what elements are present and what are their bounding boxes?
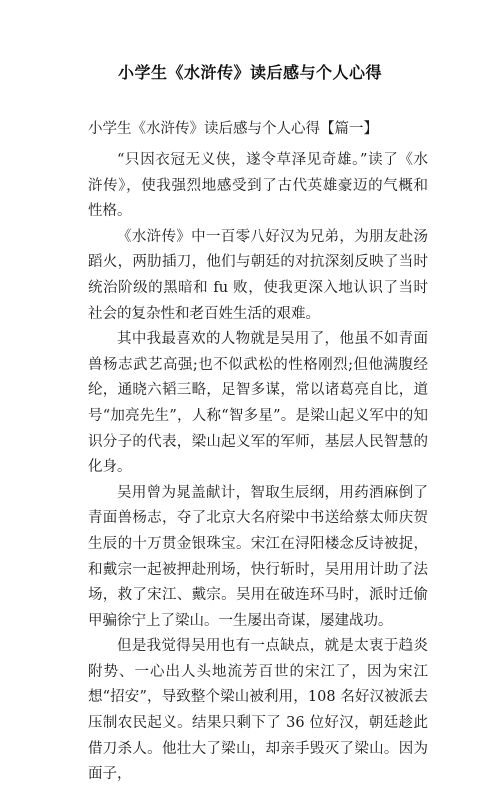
document-title: 小学生《水浒传》读后感与个人心得 xyxy=(117,63,382,82)
paragraph-4: 吴用曾为晁盖献计，智取生辰纲，用药酒麻倒了青面兽杨志，夺了北京大名府梁中书送给蔡太师庆贺生辰的十万贯金银珠宝。宋江在浔阳楼念反诗被捉，和戴宗一起被押赴刑场，快行斩时，吴用用计助了法场，救了宋江、戴宗。吴用在破连环马时，派时迁偷甲骗徐宁上了梁山。一生屡出奇谋，屡建战功。 xyxy=(88,484,428,629)
paragraph-2: 《水浒传》中一百零八好汉为兄弟，为朋友赴汤蹈火，两肋插刀，他们与朝廷的对抗深刻反映了当时统治阶级的黑暗和 fu 败，使我更深入地认识了当时社会的复杂性和老百姓生活的艰难。 xyxy=(88,228,428,322)
paragraph-3: 其中我最喜欢的人物就是吴用了，他虽不如青面兽杨志武艺高强;也不似武松的性格刚烈;但他满腹经纶，通晓六韬三略，足智多谋，常以诸葛亮自比，道号“加亮先生”，人称“智多星”。是梁山起义军中的知识分子的代表，梁山起义军的军师，基层人民智慧的化身。 xyxy=(88,331,428,476)
paragraph-5: 但是我觉得吴用也有一点缺点，就是太衷于趋炎附势、一心出人头地流芳百世的宋江了，因为宋江想“招安”，导致整个梁山被利用，108 名好汉被派去压制农民起义。结果只剩下了 36 位好汉，朝廷趁此借刀杀人。他壮大了梁山，却亲手毁灭了梁山。因为面子， xyxy=(88,638,428,783)
section-heading: 小学生《水浒传》读后感与个人心得【篇一】 xyxy=(88,121,378,137)
paragraph-1: “只因衣冠无义侠，遂令草泽见奇雄。”读了《水浒传》，使我强烈地感受到了古代英雄豪迈的气概和性格。 xyxy=(88,152,428,220)
body-text xyxy=(88,148,428,788)
